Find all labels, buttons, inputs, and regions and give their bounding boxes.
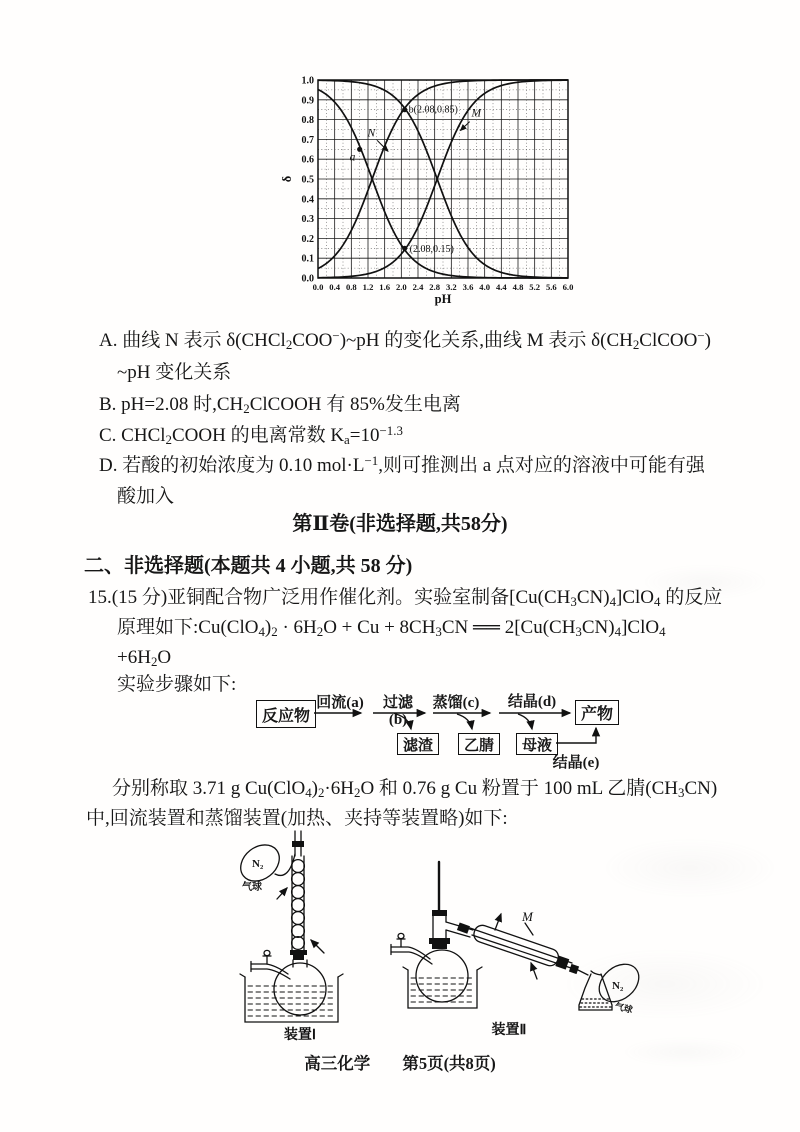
water-arrow-out-1	[277, 888, 287, 899]
n2-label-2: N₂	[612, 980, 624, 992]
svg-text:0.8: 0.8	[345, 282, 357, 292]
q15-steps-intro: 实验步骤如下:	[117, 674, 237, 695]
q15-line1: 15.(15 分)亚铜配合物广泛用作催化剂。实验室制备$[Cu(CH_3CN)_4]ClO_4$ 的反应	[88, 587, 723, 610]
svg-text:0.3: 0.3	[301, 214, 314, 226]
n2-balloon-1	[234, 837, 295, 888]
svg-text:b(2.08,0.85): b(2.08,0.85)	[408, 104, 458, 116]
svg-text:2.4: 2.4	[412, 282, 424, 292]
apparatus-figure	[220, 826, 660, 1051]
svg-text:4.0: 4.0	[479, 282, 491, 292]
svg-text:0.9: 0.9	[301, 95, 314, 107]
svg-text:5.6: 5.6	[545, 282, 557, 292]
svg-text:a: a	[349, 151, 356, 164]
balloon-caption-2: 气球	[613, 1000, 634, 1016]
flow-step-filter: 过滤(b)	[382, 695, 413, 728]
condenser-m-label: M	[522, 909, 533, 924]
volume-title: 第Ⅱ卷(非选择题,共58分)	[292, 513, 508, 535]
svg-text:5.2: 5.2	[529, 282, 541, 292]
svg-text:2.0: 2.0	[395, 282, 407, 292]
reflux-condenser	[292, 856, 305, 950]
device1-reflux-drawing	[234, 831, 343, 1022]
svg-text:0.6: 0.6	[301, 154, 314, 166]
option-b: B. pH=2.08 时$,CH_2ClCOOH$ 有 85%发生电离	[99, 394, 461, 417]
page-footer	[0, 1050, 800, 1074]
flow-diagram	[240, 688, 640, 778]
option-a-line1: A. 曲线 N 表示 δ(CHCl$_2$COO−)~pH 的变化关系,曲线 M 表示 $\delta(CH_2ClCOO^-)$	[99, 328, 711, 353]
svg-text:δ: δ	[280, 175, 294, 183]
svg-text:N: N	[367, 127, 376, 140]
device2-distillation-drawing	[391, 862, 646, 1010]
option-d-line1: D. 若酸的初始浓度为 0.10 $mol\cdot L^{-1}$,则可推测出 a 点对应的溶液中可能有强	[99, 453, 705, 476]
svg-text:0.4: 0.4	[329, 282, 341, 292]
device2-caption: 装置Ⅱ	[491, 1023, 527, 1038]
flow-box-product: 产物	[575, 700, 619, 725]
section-heading: 二、非选择题(本题共 4 小题,共 58 分)	[84, 555, 413, 577]
device1-caption: 装置Ⅰ	[283, 1028, 317, 1043]
svg-text:3.2: 3.2	[445, 282, 457, 292]
q15-weighing-cont: 中,回流装置和蒸馏装置(加热、夹持等装置略)如下:	[86, 808, 508, 829]
option-c: C. CHCl$_2$COOH 的电离常数 $K_a=10^{-1.3}$	[99, 423, 403, 448]
svg-text:4.8: 4.8	[512, 282, 524, 292]
footer-page-number: 第5页(共8页)	[402, 1054, 496, 1073]
svg-text:2.8: 2.8	[429, 282, 441, 292]
option-d-line2: 酸加入	[117, 486, 175, 507]
svg-text:6.0: 6.0	[562, 282, 574, 292]
flow-step-reflux: 回流(a)	[316, 695, 364, 711]
flow-step-distill: 蒸馏(c)	[432, 695, 480, 711]
water-bath-1	[240, 974, 343, 1022]
flow-box-filter-residue: 滤渣	[397, 733, 439, 755]
stopcock-side-tube-1	[251, 950, 290, 979]
flow-step-crystal-e: 结晶(e)	[552, 755, 600, 771]
flow-box-acetonitrile: 乙腈	[458, 733, 500, 755]
water-arrow-out-2	[495, 914, 501, 930]
flow-box-reactants: 反应物	[256, 700, 316, 728]
stopcock-side-tube-2	[391, 933, 432, 964]
receiving-flask	[579, 974, 612, 1010]
svg-text:0.1: 0.1	[301, 253, 314, 265]
svg-text:(2.08,0.15): (2.08,0.15)	[409, 243, 454, 255]
svg-text:1.6: 1.6	[379, 282, 391, 292]
round-flask-1	[274, 960, 326, 1015]
svg-text:4.4: 4.4	[495, 282, 507, 292]
svg-text:0.8: 0.8	[301, 115, 314, 127]
svg-text:0.0: 0.0	[312, 282, 324, 292]
svg-text:0.4: 0.4	[301, 194, 314, 206]
flow-step-crystal-d: 结晶(d)	[507, 694, 557, 710]
svg-text:0.0: 0.0	[301, 273, 314, 285]
q15-equation-cont: $+6H_2O$	[117, 647, 172, 670]
option-a-line2: ~pH 变化关系	[117, 362, 232, 383]
svg-text:3.6: 3.6	[462, 282, 474, 292]
flow-box-mother-liquor: 母液	[516, 733, 558, 755]
delta-ph-chart	[280, 62, 600, 312]
n2-label-1: N₂	[252, 858, 264, 870]
svg-text:1.2: 1.2	[362, 282, 374, 292]
svg-text:0.7: 0.7	[301, 134, 314, 146]
balloon-caption-1: 气球	[242, 882, 262, 893]
svg-text:0.2: 0.2	[301, 233, 314, 245]
water-arrow-in-1	[311, 940, 324, 953]
m-label-pointer	[525, 923, 533, 935]
water-arrow-in-2	[531, 963, 537, 979]
footer-course: 高三化学	[304, 1054, 371, 1073]
q15-weighing-line: 分别称取 3.71 g $Cu(ClO_4)_2\cdot 6H_2O$ 和 0.76 g Cu 粉置于 100 mL 乙腈$(CH_3CN)$	[112, 778, 718, 801]
q15-equation: 原理如下$:Cu(ClO_4)_2 \cdot 6H_2O + Cu + 8CH_3CN$ ══ $2[Cu(CH_3CN)_4]ClO_4$	[117, 617, 666, 640]
svg-text:pH: pH	[434, 292, 452, 306]
svg-text:0.5: 0.5	[301, 174, 314, 186]
svg-text:1.0: 1.0	[301, 75, 314, 87]
flask-neck-2	[433, 916, 446, 938]
svg-text:M: M	[471, 107, 482, 120]
